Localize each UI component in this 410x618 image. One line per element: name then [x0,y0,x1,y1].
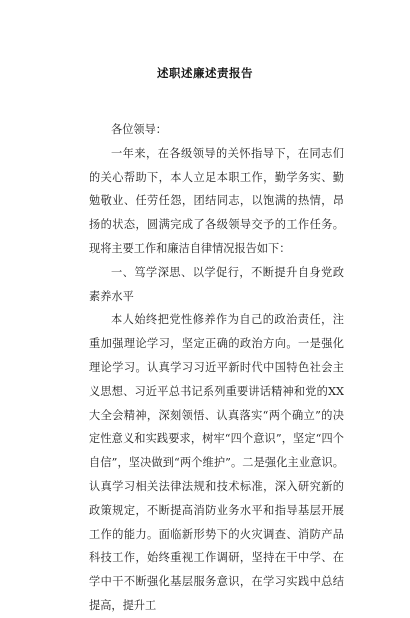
section-heading-1: 一、笃学深思、以学促行，不断提升自身党政素养水平 [89,265,344,303]
document-body [89,118,344,618]
salutation: 各位领导： [111,123,167,136]
document-title: 述职述廉述责报告 [157,66,253,80]
paragraph-intro: 一年来，在各级领导的关怀指导下，在同志们的关心帮助下，本人立足本职工作，勤学务实、勤勉敬业、任劳任怨，团结同志，以饱满的热情，昂扬的状态，圆满完成了各级领导交予的工作任务。现将主要工作和廉洁自律情况报告如下： [89,146,344,255]
paragraph-section-1: 本人始终把党性修养作为自己的政治责任，注重加强理论学习，坚定正确的政治方向。一是强化理论学习。认真学习习近平新时代中国特色社会主义思想、习近平总书记系列重要讲话精神和党的XX大全会精神，深刻领悟、认真落实“两个确立”的决定性意义和实践要求，树牢“四个意识”，坚定“四个自信”，坚决做到“两个维护”。二是强化主业意识。认真学习相关法律法规和技术标准，深入研究新的政策规定，不断提高消防业务水平和指导基层开展工作的能力。面临新形势下的火灾调查、消防产品科技工作，始终重视工作调研，坚持在干中学、在学中干不断强化基层服务意识，在学习实践中总结提高，提升工 [89,313,344,612]
